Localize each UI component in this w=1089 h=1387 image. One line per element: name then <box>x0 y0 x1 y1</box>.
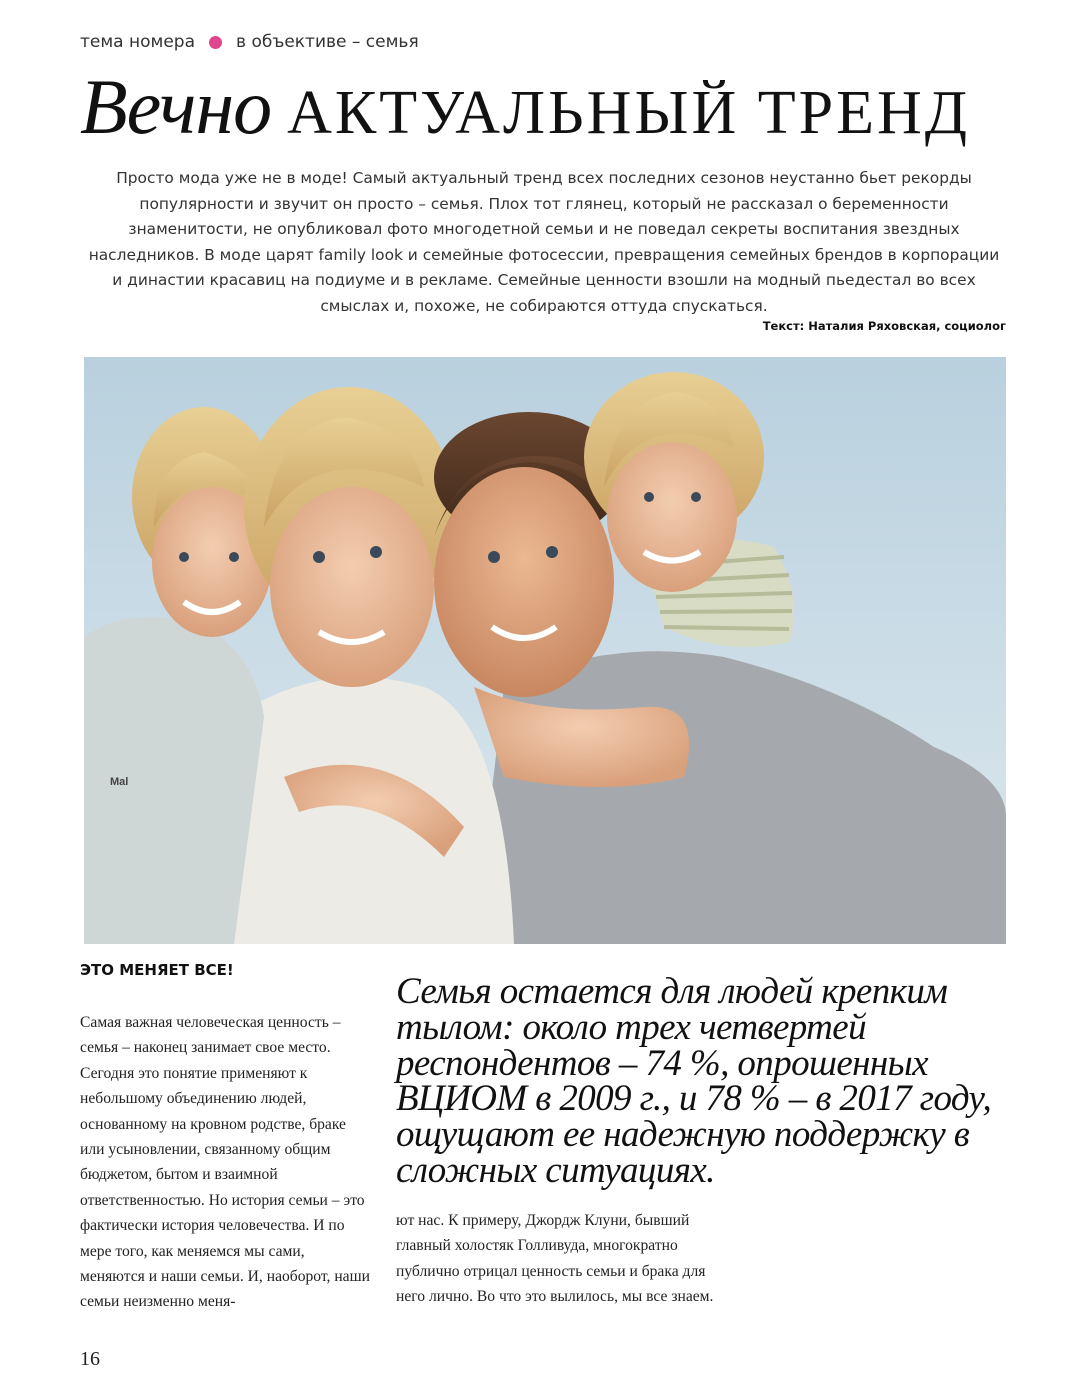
body-column-right: ют нас. К примеру, Джордж Клуни, бывший главный холостяк Голливуда, многократно публично отрицал ценность семьи и брака для него лично. Во что это вылилось, мы все знаем. <box>396 1212 714 1306</box>
section-heading: ЭТО МЕНЯЕТ ВСЕ! <box>80 961 234 979</box>
lead-paragraph: Просто мода уже не в моде! Самый актуальный тренд всех последних сезонов неустанно бьет рекорды популярности и звучит он просто – семья. Плох тот глянец, который не рассказал о беременности знаменитости, не опубликовал фото многодетной семьи и не поведал секреты воспитания звездных наследников. В моде царят family look и семейные фотосессии, превращения семейных брендов в корпорации и династии красавиц на подиуме и в рекламе. Семейные ценности взошли на модный пьедестал во всех смыслах и, похоже, не собираются оттуда спускаться. <box>88 169 1000 315</box>
family-photo-illustration <box>84 357 1006 944</box>
title-italic: Вечно <box>80 63 272 150</box>
rubric-topic: в объективе – семья <box>236 32 419 52</box>
photo-watermark: Mal <box>110 776 129 788</box>
article-title <box>80 62 1060 152</box>
rubric-section: тема номера <box>80 32 196 52</box>
title-caps: АКТУАЛЬНЫЙ ТРЕНД <box>287 79 971 147</box>
rubric-dot-icon <box>209 36 222 49</box>
body-column-left: Самая важная человеческая ценность – семья – наконец занимает свое место. Сегодня это понятие применяют к небольшому объединению людей, основанному на кровном родстве, браке или усыновлении, связанному общим бюджетом, бытом и взаимной ответственностью. Но история семьи – это фактически история человечества. И по мере того, как меняемся мы сами, меняются и наши семьи. И, наоборот, наши семьи неизменно меня- <box>80 1014 370 1311</box>
page-number: 16 <box>80 1348 100 1370</box>
rubric <box>80 32 419 52</box>
family-photo <box>84 357 1006 944</box>
pull-quote: Семья остается для людей крепким тылом: около трех четвертей респондентов – 74 %, опрошенных ВЦИОМ в 2009 г., и 78 % – в 2017 году, ощущают ее надежную поддержку в сложных ситуациях. <box>396 971 992 1191</box>
author-credit: Текст: Наталия Ряховская, социолог <box>762 319 1006 333</box>
